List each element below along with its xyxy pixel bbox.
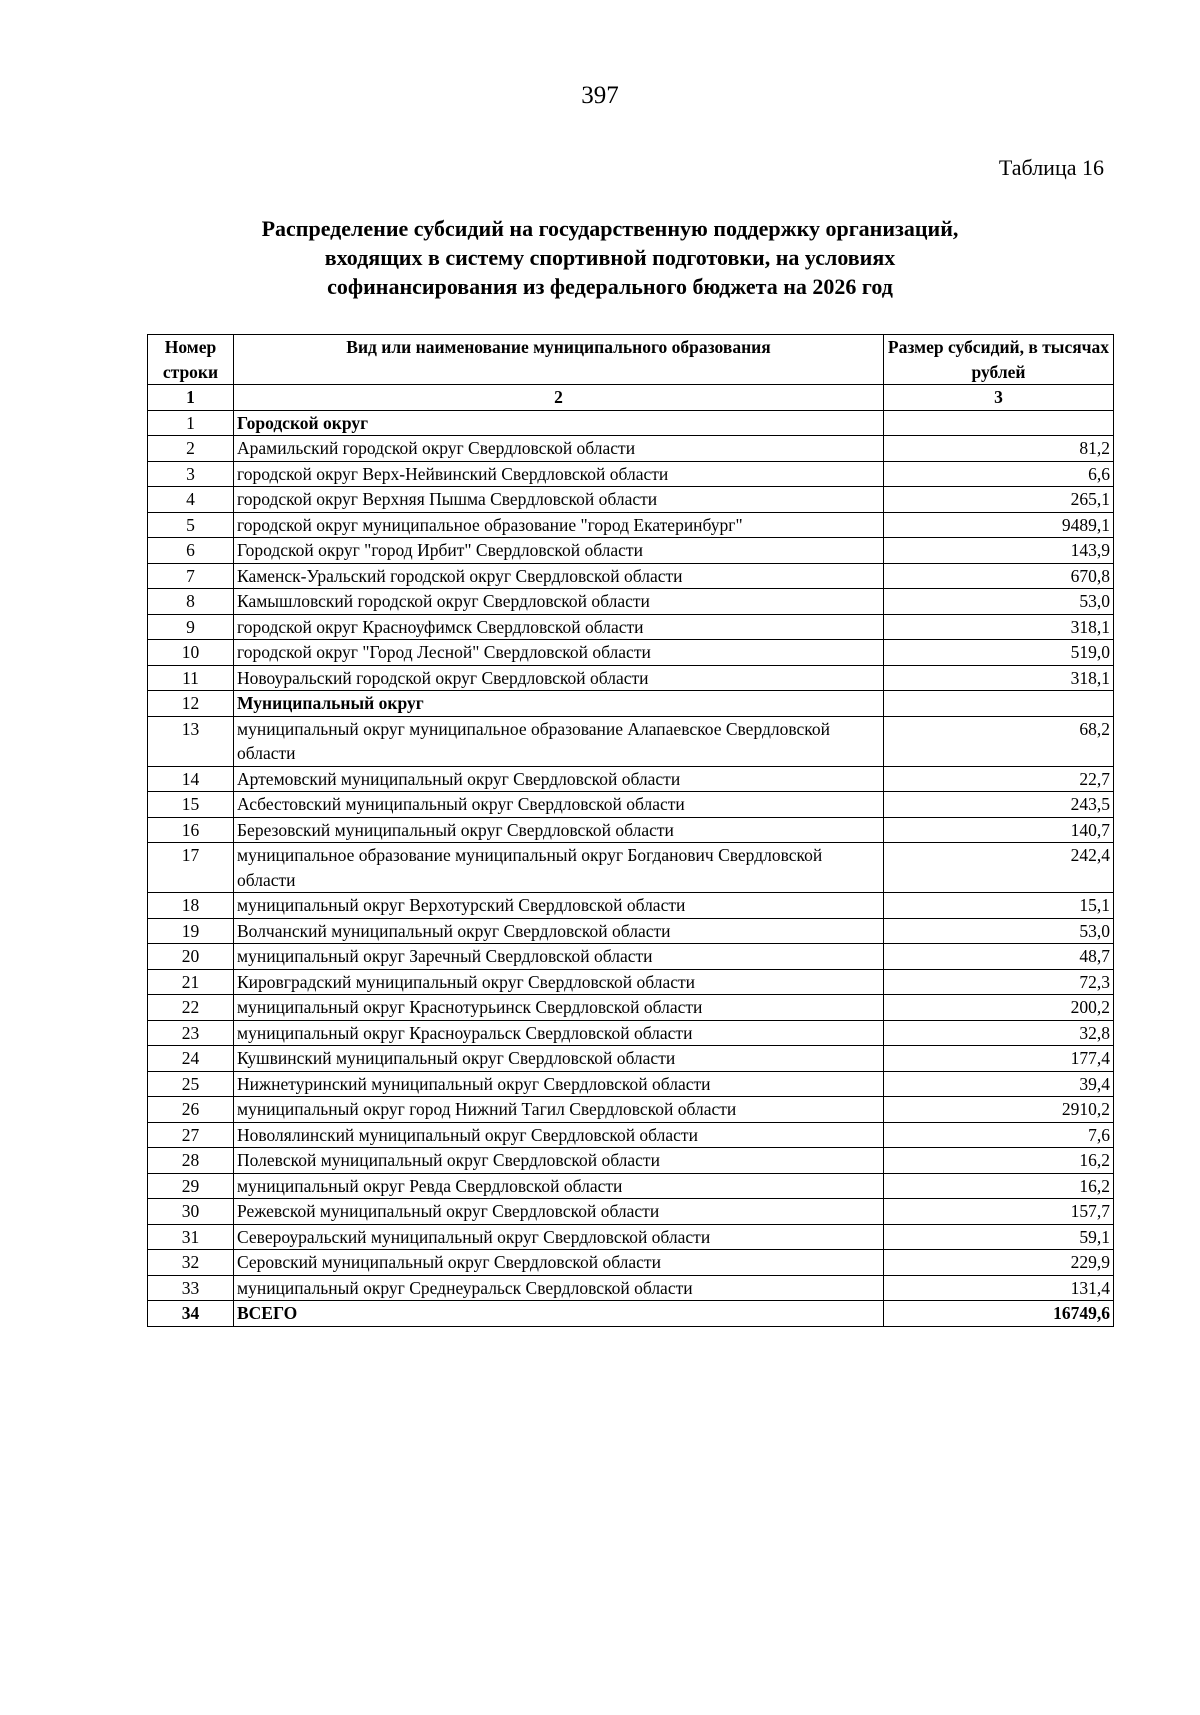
- subsidy-value: 519,0: [884, 640, 1114, 666]
- row-number: 26: [148, 1097, 234, 1123]
- row-number: 14: [148, 766, 234, 792]
- title-line: входящих в систему спортивной подготовки, на условиях: [324, 245, 896, 270]
- municipality-name: Нижнетуринский муниципальный округ Свердловской области: [234, 1071, 884, 1097]
- municipality-name: Североуральский муниципальный округ Свердловской области: [234, 1224, 884, 1250]
- subsidy-value: 131,4: [884, 1275, 1114, 1301]
- municipality-name: городской округ "Город Лесной" Свердловской области: [234, 640, 884, 666]
- subsidy-value: [884, 410, 1114, 436]
- header-row: [148, 335, 1114, 385]
- subsidy-value: 7,6: [884, 1122, 1114, 1148]
- table-row: [148, 1148, 1114, 1174]
- row-number: 34: [148, 1301, 234, 1327]
- municipality-name: Волчанский муниципальный округ Свердловской области: [234, 918, 884, 944]
- row-number: 11: [148, 665, 234, 691]
- subsidy-value: 32,8: [884, 1020, 1114, 1046]
- row-number: 20: [148, 944, 234, 970]
- row-number: 33: [148, 1275, 234, 1301]
- table-row: [148, 1250, 1114, 1276]
- municipality-name: Артемовский муниципальный округ Свердловской области: [234, 766, 884, 792]
- subsidy-value: 2910,2: [884, 1097, 1114, 1123]
- table-row: [148, 893, 1114, 919]
- subsidy-value: 143,9: [884, 538, 1114, 564]
- table-row: [148, 944, 1114, 970]
- row-number: 4: [148, 487, 234, 513]
- subsidy-value: 68,2: [884, 716, 1114, 766]
- subsidy-value: 39,4: [884, 1071, 1114, 1097]
- header-row-number: Номер строки: [148, 335, 234, 385]
- table-row: [148, 766, 1114, 792]
- municipality-name: Камышловский городской округ Свердловской области: [234, 589, 884, 615]
- subsidy-value: 200,2: [884, 995, 1114, 1021]
- subsidy-value: 318,1: [884, 665, 1114, 691]
- table-row: [148, 461, 1114, 487]
- municipality-name: Кушвинский муниципальный округ Свердловской области: [234, 1046, 884, 1072]
- table-row: [148, 538, 1114, 564]
- column-index: 2: [234, 385, 884, 411]
- municipality-name: муниципальный округ Заречный Свердловской области: [234, 944, 884, 970]
- row-number: 24: [148, 1046, 234, 1072]
- document-title: [150, 214, 1070, 301]
- municipality-name: Арамильский городской округ Свердловской области: [234, 436, 884, 462]
- municipality-name: Муниципальный округ: [234, 691, 884, 717]
- table-row: [148, 843, 1114, 893]
- subsidy-value: 53,0: [884, 589, 1114, 615]
- table-row: [148, 1173, 1114, 1199]
- table-row: [148, 1097, 1114, 1123]
- table-row: [148, 817, 1114, 843]
- subsidy-value: 16,2: [884, 1173, 1114, 1199]
- header-subsidy-amount: Размер субсидий, в тысячах рублей: [884, 335, 1114, 385]
- table-row: [148, 792, 1114, 818]
- municipality-name: городской округ Верхняя Пышма Свердловской области: [234, 487, 884, 513]
- row-number: 28: [148, 1148, 234, 1174]
- municipality-name: муниципальный округ Краснотурьинск Свердловской области: [234, 995, 884, 1021]
- municipality-name: Кировградский муниципальный округ Свердловской области: [234, 969, 884, 995]
- table-row: [148, 563, 1114, 589]
- table-row: [148, 716, 1114, 766]
- subsidy-value: 140,7: [884, 817, 1114, 843]
- municipality-name: муниципальный округ Красноуральск Свердловской области: [234, 1020, 884, 1046]
- row-number: 1: [148, 410, 234, 436]
- table-row: [148, 995, 1114, 1021]
- table-row: [148, 436, 1114, 462]
- row-number: 27: [148, 1122, 234, 1148]
- table-row: [148, 969, 1114, 995]
- municipality-name: городской округ Верх-Нейвинский Свердловской области: [234, 461, 884, 487]
- table-row: [148, 487, 1114, 513]
- row-number: 8: [148, 589, 234, 615]
- column-index-row: [148, 385, 1114, 411]
- column-index: 3: [884, 385, 1114, 411]
- subsidy-value: 242,4: [884, 843, 1114, 893]
- column-index: 1: [148, 385, 234, 411]
- subsidy-value: [884, 691, 1114, 717]
- subsidy-value: 59,1: [884, 1224, 1114, 1250]
- total-row: [148, 1301, 1114, 1327]
- table-row: [148, 665, 1114, 691]
- row-number: 2: [148, 436, 234, 462]
- municipality-name: Каменск-Уральский городской округ Свердловской области: [234, 563, 884, 589]
- table-row: [148, 918, 1114, 944]
- group-row: [148, 691, 1114, 717]
- subsidy-value: 72,3: [884, 969, 1114, 995]
- table-row: [148, 1046, 1114, 1072]
- table-row: [148, 640, 1114, 666]
- subsidy-table: [147, 334, 1114, 1327]
- subsidy-value: 81,2: [884, 436, 1114, 462]
- municipality-name: муниципальный округ город Нижний Тагил Свердловской области: [234, 1097, 884, 1123]
- title-line: Распределение субсидий на государственную поддержку организаций,: [261, 216, 959, 241]
- subsidy-value: 157,7: [884, 1199, 1114, 1225]
- municipality-name: Полевской муниципальный округ Свердловской области: [234, 1148, 884, 1174]
- row-number: 31: [148, 1224, 234, 1250]
- municipality-name: Новоуральский городской округ Свердловской области: [234, 665, 884, 691]
- table-label: Таблица 16: [998, 155, 1104, 180]
- municipality-name: муниципальный округ Среднеуральск Свердловской области: [234, 1275, 884, 1301]
- table-row: [148, 614, 1114, 640]
- subsidy-value: 16749,6: [884, 1301, 1114, 1327]
- municipality-name: муниципальный округ Ревда Свердловской области: [234, 1173, 884, 1199]
- row-number: 21: [148, 969, 234, 995]
- table-row: [148, 1199, 1114, 1225]
- subsidy-value: 229,9: [884, 1250, 1114, 1276]
- table-row: [148, 1224, 1114, 1250]
- municipality-name: ВСЕГО: [234, 1301, 884, 1327]
- header-municipality: Вид или наименование муниципального образования: [234, 335, 884, 385]
- row-number: 13: [148, 716, 234, 766]
- table-row: [148, 1020, 1114, 1046]
- subsidy-value: 318,1: [884, 614, 1114, 640]
- row-number: 17: [148, 843, 234, 893]
- table-row: [148, 1071, 1114, 1097]
- row-number: 32: [148, 1250, 234, 1276]
- row-number: 12: [148, 691, 234, 717]
- subsidy-value: 243,5: [884, 792, 1114, 818]
- row-number: 15: [148, 792, 234, 818]
- table-body: [148, 410, 1114, 1326]
- municipality-name: Режевской муниципальный округ Свердловской области: [234, 1199, 884, 1225]
- row-number: 23: [148, 1020, 234, 1046]
- table-row: [148, 1275, 1114, 1301]
- row-number: 22: [148, 995, 234, 1021]
- municipality-name: муниципальный округ Верхотурский Свердловской области: [234, 893, 884, 919]
- municipality-name: Березовский муниципальный округ Свердловской области: [234, 817, 884, 843]
- row-number: 5: [148, 512, 234, 538]
- row-number: 25: [148, 1071, 234, 1097]
- subsidy-value: 16,2: [884, 1148, 1114, 1174]
- municipality-name: Серовский муниципальный округ Свердловской области: [234, 1250, 884, 1276]
- subsidy-value: 265,1: [884, 487, 1114, 513]
- table-row: [148, 512, 1114, 538]
- group-row: [148, 410, 1114, 436]
- row-number: 10: [148, 640, 234, 666]
- row-number: 9: [148, 614, 234, 640]
- municipality-name: муниципальный округ муниципальное образование Алапаевское Свердловской области: [234, 716, 884, 766]
- subsidy-value: 15,1: [884, 893, 1114, 919]
- subsidy-value: 22,7: [884, 766, 1114, 792]
- page-number: 397: [581, 82, 619, 109]
- municipality-name: муниципальное образование муниципальный округ Богданович Свердловской области: [234, 843, 884, 893]
- subsidy-value: 53,0: [884, 918, 1114, 944]
- row-number: 18: [148, 893, 234, 919]
- title-line: софинансирования из федерального бюджета на 2026 год: [327, 274, 893, 299]
- municipality-name: Асбестовский муниципальный округ Свердловской области: [234, 792, 884, 818]
- table-row: [148, 1122, 1114, 1148]
- municipality-name: городской округ муниципальное образование "город Екатеринбург": [234, 512, 884, 538]
- row-number: 19: [148, 918, 234, 944]
- municipality-name: Городской округ "город Ирбит" Свердловской области: [234, 538, 884, 564]
- row-number: 16: [148, 817, 234, 843]
- municipality-name: Городской округ: [234, 410, 884, 436]
- municipality-name: городской округ Красноуфимск Свердловской области: [234, 614, 884, 640]
- row-number: 30: [148, 1199, 234, 1225]
- subsidy-value: 6,6: [884, 461, 1114, 487]
- row-number: 6: [148, 538, 234, 564]
- subsidy-value: 48,7: [884, 944, 1114, 970]
- subsidy-value: 9489,1: [884, 512, 1114, 538]
- municipality-name: Новолялинский муниципальный округ Свердловской области: [234, 1122, 884, 1148]
- table-row: [148, 589, 1114, 615]
- subsidy-value: 670,8: [884, 563, 1114, 589]
- subsidy-value: 177,4: [884, 1046, 1114, 1072]
- row-number: 29: [148, 1173, 234, 1199]
- row-number: 7: [148, 563, 234, 589]
- row-number: 3: [148, 461, 234, 487]
